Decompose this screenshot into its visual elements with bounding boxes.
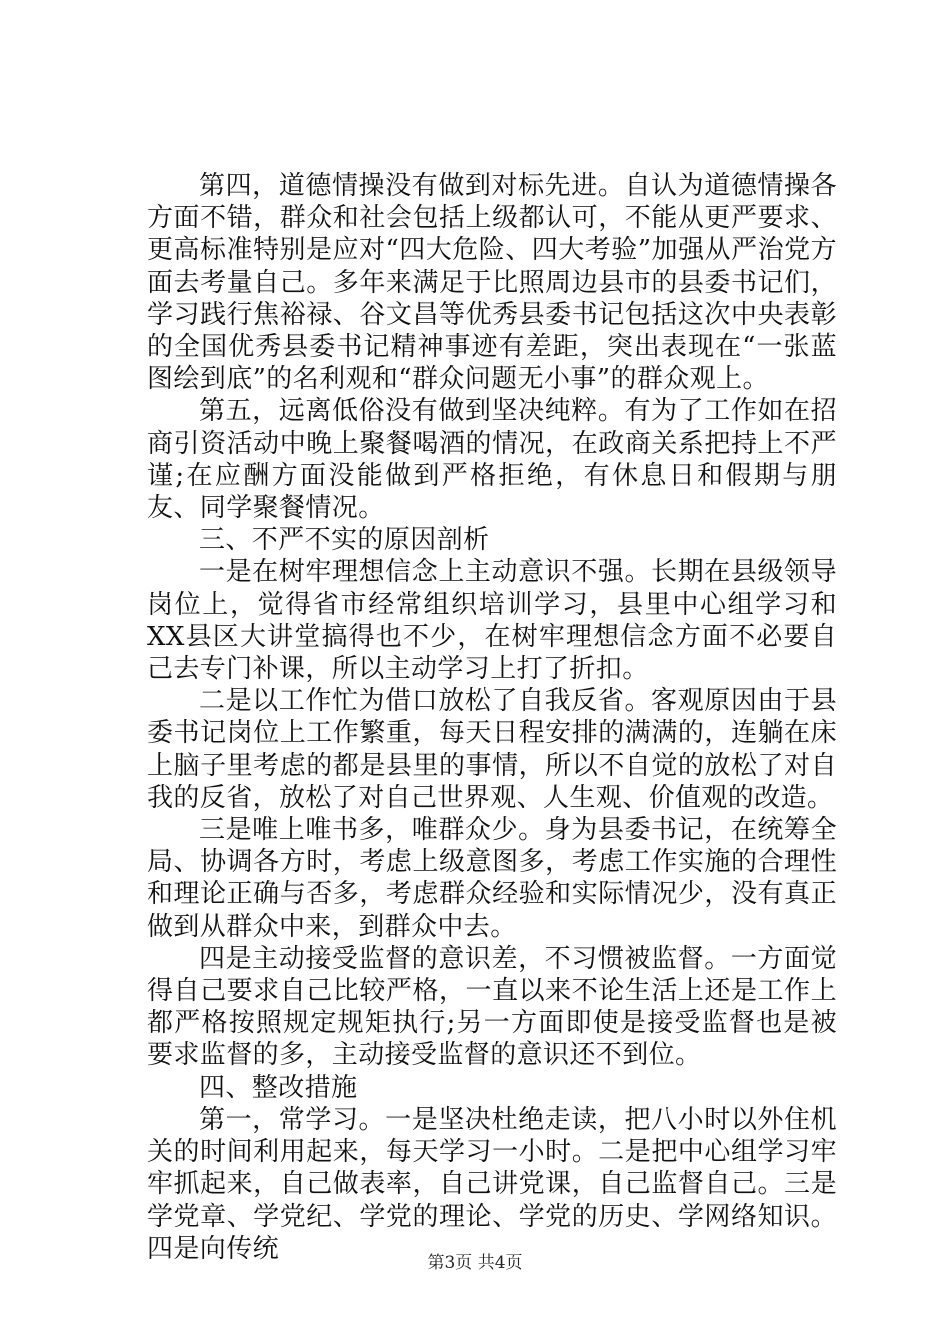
paragraph-cause-three: 三是唯上唯书多，唯群众少。身为县委书记，在统筹全局、协调各方时，考虑上级意图多，考虑工作实施的合理性和理论正确与否多，考虑群众经验和实际情况少，没有真正做到从群众中来，到群众中去。 (147, 815, 837, 942)
paragraph-fourth-moral: 第四，道德情操没有做到对标先进。自认为道德情操各方面不错，群众和社会包括上级都认可，不能从更严要求、更高标准特别是应对“四大危险、四大考验”加强从严治党方面去考量自己。多年来满足于比照周边县市的县委书记们，学习践行焦裕禄、谷文昌等优秀县委书记包括这次中央表彰的全国优秀县委书记精神事迹有差距，突出表现在“一张蓝图绘到底”的名利观和“群众问题无小事”的群众观上。 (147, 171, 837, 395)
section-heading-cause-analysis: 三、不严不实的原因剖析 (199, 525, 490, 556)
paragraph-cause-four: 四是主动接受监督的意识差，不习惯被监督。一方面觉得自己要求自己比较严格，一直以来不论生活上还是工作上都严格按照规定规矩执行;另一方面即使是接受监督也是被要求监督的多，主动接受监督的意识还不到位。 (147, 943, 837, 1071)
paragraph-cause-two: 二是以工作忙为借口放松了自我反省。客观原因由于县委书记岗位上工作繁重，每天日程安排的满满的，连躺在床上脑子里考虑的都是县里的事情，所以不自觉的放松了对自我的反省，放松了对自己世界观、人生观、价值观的改造。 (147, 686, 837, 813)
paragraph-measure-one: 第一，常学习。一是坚决杜绝走读，把八小时以外住机关的时间利用起来，每天学习一小时。二是把中心组学习牢牢抓起来，自己做表率，自己讲党课，自己监督自己。三是学党章、学党纪、学党的理论、学党的历史、学网络知识。四是向传统 (147, 1104, 837, 1264)
page-footer: 第3页 共4页 (427, 1253, 523, 1273)
document-body (147, 170, 837, 1265)
section-heading-rectification: 四、整改措施 (199, 1072, 358, 1103)
paragraph-cause-one: 一是在树牢理想信念上主动意识不强。长期在县级领导岗位上，觉得省市经常组织培训学习，县里中心组学习和XX县区大讲堂搞得也不少，在树牢理想信念方面不必要自己去专门补课，所以主动学习上打了折扣。 (147, 557, 837, 685)
paragraph-fifth-vulgarity: 第五，远离低俗没有做到坚决纯粹。有为了工作如在招商引资活动中晚上聚餐喝酒的情况，在政商关系把持上不严谨;在应酬方面没能做到严格拒绝，有休息日和假期与朋友、同学聚餐情况。 (147, 396, 837, 524)
